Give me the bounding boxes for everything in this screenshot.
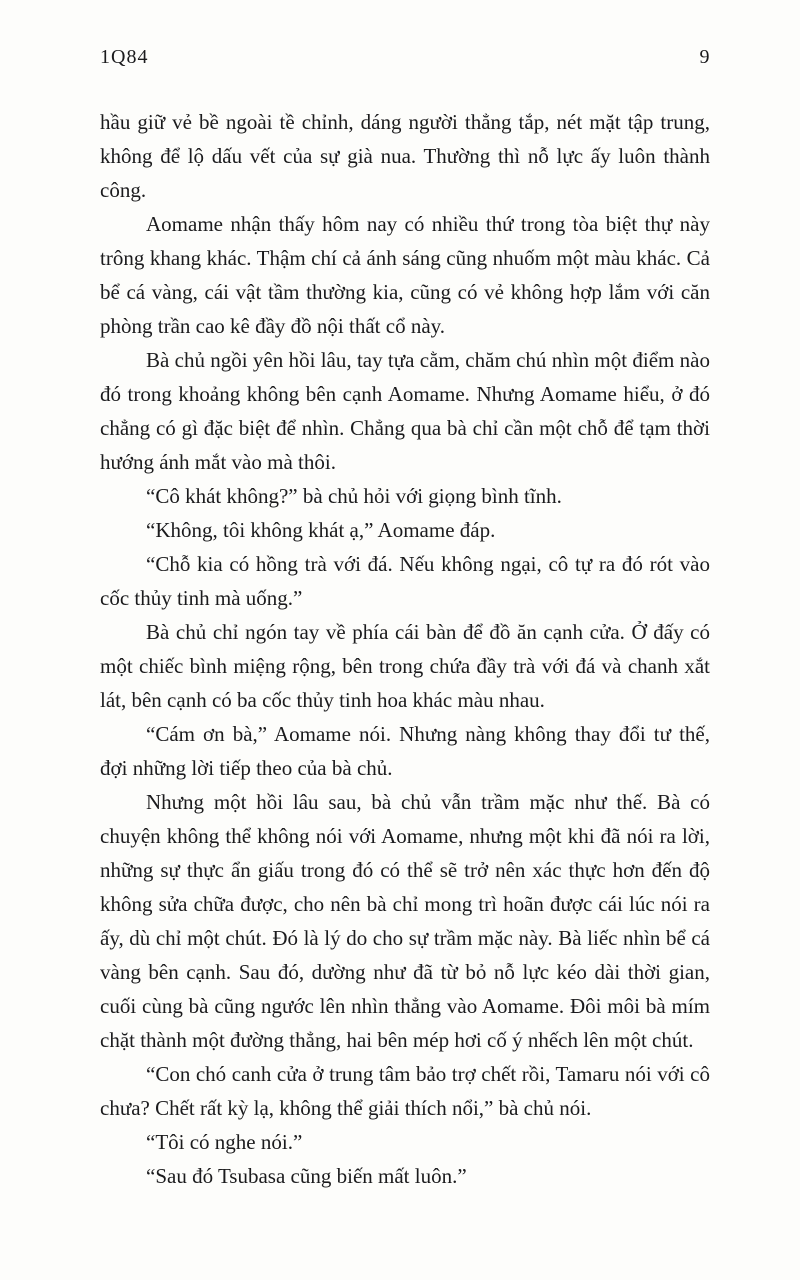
paragraph: Aomame nhận thấy hôm nay có nhiều thứ trong tòa biệt thự này trông khang khác. Thậm chí cả ánh sáng cũng nhuốm một màu khác. Cả bể cá vàng, cái vật tầm thường kia, cũng có vẻ không hợp lắm với căn phòng trần cao kê đầy đồ nội thất cổ này. — [100, 212, 710, 338]
paragraph: hầu giữ vẻ bề ngoài tề chỉnh, dáng người thẳng tắp, nét mặt tập trung, không để lộ dấu vết của sự già nua. Thường thì nỗ lực ấy luôn thành công. — [100, 110, 710, 202]
paragraph: “Chỗ kia có hồng trà với đá. Nếu không ngại, cô tự ra đó rót vào cốc thủy tinh mà uống.” — [100, 552, 710, 610]
paragraph: “Không, tôi không khát ạ,” Aomame đáp. — [146, 518, 496, 542]
page-header — [100, 46, 710, 69]
paragraph: Bà chủ ngồi yên hồi lâu, tay tựa cằm, chăm chú nhìn một điểm nào đó trong khoảng không bên cạnh Aomame. Nhưng Aomame hiểu, ở đó chẳng có gì đặc biệt để nhìn. Chẳng qua bà chỉ cần một chỗ để tạm thời hướng ánh mắt vào mà thôi. — [100, 348, 710, 474]
paragraph: “Tôi có nghe nói.” — [146, 1130, 303, 1154]
page-body — [100, 105, 710, 1193]
paragraph: Nhưng một hồi lâu sau, bà chủ vẫn trầm mặc như thế. Bà có chuyện không thể không nói với Aomame, nhưng một khi đã nói ra lời, những sự thực ẩn giấu trong đó có thể sẽ trở nên xác thực hơn đến độ không sửa chữa được, cho nên bà chỉ mong trì hoãn được cái lúc nói ra ấy, dù chỉ một chút. Đó là lý do cho sự trầm mặc này. Bà liếc nhìn bể cá vàng bên cạnh. Sau đó, dường như đã từ bỏ nỗ lực kéo dài thời gian, cuối cùng bà cũng ngước lên nhìn thẳng vào Aomame. Đôi môi bà mím chặt thành một đường thẳng, hai bên mép hơi cố ý nhếch lên một chút. — [100, 790, 710, 1052]
paragraph: “Cám ơn bà,” Aomame nói. Nhưng nàng không thay đổi tư thế, đợi những lời tiếp theo của bà chủ. — [100, 722, 710, 780]
paragraph: Bà chủ chỉ ngón tay về phía cái bàn để đồ ăn cạnh cửa. Ở đấy có một chiếc bình miệng rộng, bên trong chứa đầy trà với đá và chanh xắt lát, bên cạnh có ba cốc thủy tinh hoa khác màu nhau. — [100, 620, 710, 712]
paragraph: “Con chó canh cửa ở trung tâm bảo trợ chết rồi, Tamaru nói với cô chưa? Chết rất kỳ lạ, không thể giải thích nổi,” bà chủ nói. — [100, 1062, 710, 1120]
page-number: 9 — [699, 46, 710, 68]
running-title: 1Q84 — [100, 46, 149, 68]
paragraph: “Cô khát không?” bà chủ hỏi với giọng bình tĩnh. — [146, 484, 562, 508]
paragraph: “Sau đó Tsubasa cũng biến mất luôn.” — [146, 1164, 467, 1188]
